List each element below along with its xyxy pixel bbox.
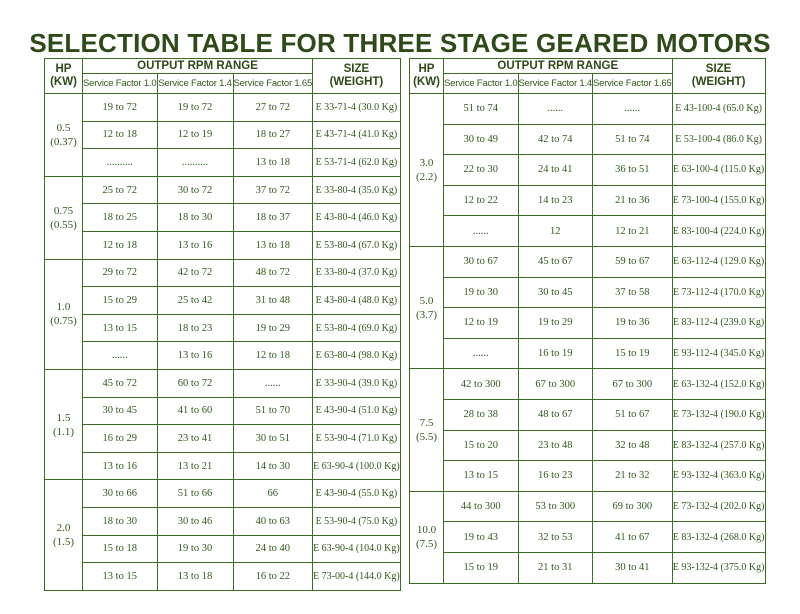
- size-weight-cell: E 43-80-4 (46.0 Kg): [313, 204, 401, 232]
- hp-label: HP: [55, 63, 72, 75]
- rpm-sf-1-65-cell: 31 to 48: [233, 287, 313, 315]
- rpm-sf-1-4-cell: ......: [518, 94, 593, 125]
- rpm-sf-1-4-cell: 13 to 16: [157, 231, 233, 259]
- rpm-sf-1-0-cell: 15 to 20: [444, 430, 519, 461]
- hp-value: 2.0: [56, 522, 71, 534]
- rpm-sf-1-4-cell: 12 to 19: [157, 121, 233, 149]
- kw-value: (2.2): [415, 170, 438, 183]
- size-weight-cell: E 53-71-4 (62.0 Kg): [313, 149, 401, 177]
- rpm-sf-1-0-cell: 42 to 300: [444, 369, 519, 400]
- rpm-sf-1-65-cell: 41 to 67: [593, 522, 673, 553]
- table-row: [45, 535, 401, 563]
- size-weight-cell: E 43-90-4 (51.0 Kg): [313, 397, 401, 425]
- output-rpm-range-header: OUTPUT RPM RANGE: [444, 59, 673, 74]
- rpm-sf-1-0-cell: 25 to 72: [83, 176, 158, 204]
- rpm-sf-1-0-cell: 15 to 29: [83, 287, 158, 315]
- rpm-sf-1-65-cell: 15 to 19: [593, 338, 673, 369]
- service-factor-1-4-header: Service Factor 1.4: [518, 74, 593, 94]
- rpm-sf-1-65-cell: ......: [233, 369, 313, 397]
- rpm-sf-1-65-cell: 37 to 58: [593, 277, 673, 308]
- rpm-sf-1-4-cell: 30 to 45: [518, 277, 593, 308]
- table-row: [410, 94, 766, 125]
- weight-label: (WEIGHT): [329, 76, 384, 88]
- kw-value: (0.37): [50, 135, 77, 148]
- table-row: [410, 277, 766, 308]
- rpm-sf-1-0-cell: ..........: [83, 149, 158, 177]
- rpm-sf-1-4-cell: 18 to 23: [157, 314, 233, 342]
- table-row: [410, 308, 766, 339]
- size-weight-cell: E 33-71-4 (30.0 Kg): [313, 94, 401, 122]
- hp-value: 7.5: [419, 417, 434, 430]
- kw-value: (3.7): [415, 308, 438, 321]
- hp-kw-cell: [45, 480, 83, 590]
- table-row: [45, 176, 401, 204]
- kw-label: (KW): [413, 76, 440, 88]
- size-weight-cell: E 53-80-4 (67.0 Kg): [313, 231, 401, 259]
- rpm-sf-1-65-cell: 48 to 72: [233, 259, 313, 287]
- table-row: [410, 246, 766, 277]
- rpm-sf-1-4-cell: 16 to 23: [518, 461, 593, 492]
- rpm-sf-1-65-cell: 21 to 36: [593, 185, 673, 216]
- hp-kw-header: [410, 59, 444, 94]
- rpm-sf-1-0-cell: 19 to 30: [444, 277, 519, 308]
- kw-label: (KW): [50, 76, 77, 88]
- kw-value: (0.75): [50, 315, 77, 328]
- rpm-sf-1-4-cell: 12: [518, 216, 593, 247]
- table-row: [410, 522, 766, 553]
- table-row: [45, 480, 401, 508]
- table-row: [410, 124, 766, 155]
- size-weight-cell: E 73-100-4 (155.0 Kg): [672, 185, 765, 216]
- rpm-sf-1-0-cell: 30 to 66: [83, 480, 158, 508]
- rpm-sf-1-4-cell: 53 to 300: [518, 491, 593, 522]
- size-weight-cell: E 43-90-4 (55.0 Kg): [313, 480, 401, 508]
- service-factor-1-65-header: Service Factor 1.65: [233, 74, 313, 94]
- hp-value: 1.5: [56, 411, 71, 424]
- left-selection-table: [44, 58, 401, 591]
- rpm-sf-1-4-cell: 14 to 23: [518, 185, 593, 216]
- rpm-sf-1-0-cell: 15 to 18: [83, 535, 158, 563]
- service-factor-1-0-header: Service Factor 1.0: [444, 74, 519, 94]
- size-weight-cell: E 63-132-4 (152.0 Kg): [672, 369, 765, 400]
- rpm-sf-1-4-cell: 30 to 72: [157, 176, 233, 204]
- rpm-sf-1-65-cell: 13 to 18: [233, 149, 313, 177]
- rpm-sf-1-0-cell: 16 to 29: [83, 425, 158, 453]
- rpm-sf-1-0-cell: 13 to 15: [83, 563, 158, 591]
- rpm-sf-1-0-cell: 30 to 49: [444, 124, 519, 155]
- rpm-sf-1-0-cell: 12 to 19: [444, 308, 519, 339]
- service-factor-1-65-header: Service Factor 1.65: [593, 74, 673, 94]
- rpm-sf-1-0-cell: 44 to 300: [444, 491, 519, 522]
- rpm-sf-1-4-cell: 13 to 21: [157, 452, 233, 480]
- rpm-sf-1-4-cell: 13 to 16: [157, 342, 233, 370]
- rpm-sf-1-65-cell: 18 to 37: [233, 204, 313, 232]
- table-row: [45, 397, 401, 425]
- hp-value: 0.75: [53, 204, 74, 217]
- table-row: [410, 155, 766, 186]
- size-weight-cell: E 73-132-4 (202.0 Kg): [672, 491, 765, 522]
- table-row: [45, 204, 401, 232]
- kw-value: (7.5): [415, 538, 438, 551]
- table-row: [45, 425, 401, 453]
- hp-value: 1.0: [56, 301, 71, 314]
- rpm-sf-1-0-cell: 45 to 72: [83, 369, 158, 397]
- size-weight-cell: E 73-00-4 (144.0 Kg): [313, 563, 401, 591]
- hp-label: HP: [418, 63, 435, 75]
- table-row: [410, 461, 766, 492]
- page-title: SELECTION TABLE FOR THREE STAGE GEARED MOTORS: [29, 28, 771, 58]
- table-row: [410, 185, 766, 216]
- rpm-sf-1-65-cell: 67 to 300: [593, 369, 673, 400]
- rpm-sf-1-0-cell: 51 to 74: [444, 94, 519, 125]
- rpm-sf-1-0-cell: 30 to 67: [444, 246, 519, 277]
- size-label: SIZE: [343, 63, 370, 75]
- rpm-sf-1-65-cell: 12 to 21: [593, 216, 673, 247]
- rpm-sf-1-0-cell: 19 to 72: [83, 94, 158, 122]
- size-weight-cell: E 83-112-4 (239.0 Kg): [672, 308, 765, 339]
- rpm-sf-1-4-cell: 19 to 29: [518, 308, 593, 339]
- size-weight-header: [313, 59, 401, 94]
- hp-kw-cell: [45, 369, 83, 479]
- rpm-sf-1-4-cell: 42 to 74: [518, 124, 593, 155]
- table-row: [45, 259, 401, 287]
- rpm-sf-1-4-cell: 24 to 41: [518, 155, 593, 186]
- hp-value: 10.0: [416, 524, 437, 537]
- hp-value: 5.0: [419, 294, 434, 307]
- table-row: [45, 149, 401, 177]
- kw-value: (1.1): [52, 425, 75, 438]
- hp-kw-cell: [410, 246, 444, 368]
- rpm-sf-1-65-cell: 30 to 41: [593, 552, 673, 583]
- rpm-sf-1-65-cell: 14 to 30: [233, 452, 313, 480]
- rpm-sf-1-4-cell: 25 to 42: [157, 287, 233, 315]
- rpm-sf-1-4-cell: 32 to 53: [518, 522, 593, 553]
- rpm-sf-1-65-cell: 12 to 18: [233, 342, 313, 370]
- rpm-sf-1-4-cell: 13 to 18: [157, 563, 233, 591]
- size-weight-cell: E 63-100-4 (115.0 Kg): [672, 155, 765, 186]
- size-weight-cell: E 33-90-4 (39.0 Kg): [313, 369, 401, 397]
- selection-table-left: [44, 58, 401, 591]
- rpm-sf-1-65-cell: 16 to 22: [233, 563, 313, 591]
- rpm-sf-1-65-cell: 36 to 51: [593, 155, 673, 186]
- rpm-sf-1-65-cell: 13 to 18: [233, 231, 313, 259]
- size-weight-cell: E 93-132-4 (375.0 Kg): [672, 552, 765, 583]
- rpm-sf-1-65-cell: 18 to 27: [233, 121, 313, 149]
- size-weight-cell: E 43-100-4 (65.0 Kg): [672, 94, 765, 125]
- rpm-sf-1-4-cell: 23 to 41: [157, 425, 233, 453]
- rpm-sf-1-4-cell: 16 to 19: [518, 338, 593, 369]
- table-row: [410, 399, 766, 430]
- table-row: [410, 216, 766, 247]
- rpm-sf-1-65-cell: 51 to 74: [593, 124, 673, 155]
- hp-kw-cell: [410, 369, 444, 491]
- size-weight-cell: E 83-132-4 (268.0 Kg): [672, 522, 765, 553]
- rpm-sf-1-65-cell: 30 to 51: [233, 425, 313, 453]
- right-table-body: [410, 94, 766, 584]
- rpm-sf-1-65-cell: 19 to 29: [233, 314, 313, 342]
- size-weight-cell: E 43-80-4 (48.0 Kg): [313, 287, 401, 315]
- rpm-sf-1-0-cell: 29 to 72: [83, 259, 158, 287]
- rpm-sf-1-65-cell: 40 to 63: [233, 507, 313, 535]
- size-weight-cell: E 53-90-4 (71.0 Kg): [313, 425, 401, 453]
- table-row: [410, 430, 766, 461]
- size-weight-cell: E 93-112-4 (345.0 Kg): [672, 338, 765, 369]
- rpm-sf-1-65-cell: 21 to 32: [593, 461, 673, 492]
- table-row: [45, 287, 401, 315]
- rpm-sf-1-0-cell: ......: [444, 216, 519, 247]
- service-factor-1-0-header: Service Factor 1.0: [83, 74, 158, 94]
- size-weight-cell: E 53-100-4 (86.0 Kg): [672, 124, 765, 155]
- size-weight-cell: E 43-71-4 (41.0 Kg): [313, 121, 401, 149]
- rpm-sf-1-0-cell: 13 to 16: [83, 452, 158, 480]
- rpm-sf-1-4-cell: 23 to 48: [518, 430, 593, 461]
- rpm-sf-1-0-cell: ......: [444, 338, 519, 369]
- rpm-sf-1-65-cell: 37 to 72: [233, 176, 313, 204]
- kw-value: (5.5): [415, 431, 438, 444]
- table-row: [410, 338, 766, 369]
- rpm-sf-1-0-cell: 12 to 18: [83, 121, 158, 149]
- kw-value: (0.55): [50, 218, 77, 231]
- size-weight-cell: E 73-132-4 (190.0 Kg): [672, 399, 765, 430]
- rpm-sf-1-4-cell: 18 to 30: [157, 204, 233, 232]
- rpm-sf-1-4-cell: 41 to 60: [157, 397, 233, 425]
- size-weight-header: [672, 59, 765, 94]
- rpm-sf-1-65-cell: 19 to 36: [593, 308, 673, 339]
- rpm-sf-1-65-cell: 66: [233, 480, 313, 508]
- hp-kw-cell: [410, 491, 444, 583]
- table-row: [410, 552, 766, 583]
- hp-kw-cell: [45, 259, 83, 369]
- table-row: [45, 507, 401, 535]
- size-weight-cell: E 63-80-4 (98.0 Kg): [313, 342, 401, 370]
- rpm-sf-1-0-cell: 12 to 18: [83, 231, 158, 259]
- rpm-sf-1-4-cell: 60 to 72: [157, 369, 233, 397]
- rpm-sf-1-65-cell: 51 to 67: [593, 399, 673, 430]
- table-row: [45, 369, 401, 397]
- output-rpm-range-header: OUTPUT RPM RANGE: [83, 59, 313, 74]
- size-label: SIZE: [705, 63, 732, 75]
- rpm-sf-1-0-cell: 12 to 22: [444, 185, 519, 216]
- rpm-sf-1-4-cell: 19 to 30: [157, 535, 233, 563]
- size-weight-cell: E 63-90-4 (104.0 Kg): [313, 535, 401, 563]
- rpm-sf-1-65-cell: 69 to 300: [593, 491, 673, 522]
- table-row: [45, 121, 401, 149]
- rpm-sf-1-65-cell: ......: [593, 94, 673, 125]
- size-weight-cell: E 53-80-4 (69.0 Kg): [313, 314, 401, 342]
- rpm-sf-1-65-cell: 27 to 72: [233, 94, 313, 122]
- right-selection-table: [409, 58, 766, 584]
- table-row: [45, 342, 401, 370]
- rpm-sf-1-4-cell: ..........: [157, 149, 233, 177]
- size-weight-cell: E 63-112-4 (129.0 Kg): [672, 246, 765, 277]
- rpm-sf-1-4-cell: 30 to 46: [157, 507, 233, 535]
- hp-value: 0.5: [56, 121, 71, 134]
- rpm-sf-1-65-cell: 24 to 40: [233, 535, 313, 563]
- rpm-sf-1-0-cell: 30 to 45: [83, 397, 158, 425]
- rpm-sf-1-4-cell: 42 to 72: [157, 259, 233, 287]
- rpm-sf-1-0-cell: 13 to 15: [83, 314, 158, 342]
- rpm-sf-1-65-cell: 32 to 48: [593, 430, 673, 461]
- size-weight-cell: E 83-132-4 (257.0 Kg): [672, 430, 765, 461]
- rpm-sf-1-4-cell: 67 to 300: [518, 369, 593, 400]
- rpm-sf-1-65-cell: 59 to 67: [593, 246, 673, 277]
- table-row: [410, 369, 766, 400]
- size-weight-cell: E 33-80-4 (37.0 Kg): [313, 259, 401, 287]
- table-row: [45, 94, 401, 122]
- rpm-sf-1-0-cell: 19 to 43: [444, 522, 519, 553]
- rpm-sf-1-0-cell: 18 to 30: [83, 507, 158, 535]
- rpm-sf-1-0-cell: 18 to 25: [83, 204, 158, 232]
- size-weight-cell: E 83-100-4 (224.0 Kg): [672, 216, 765, 247]
- weight-label: (WEIGHT): [691, 76, 746, 88]
- hp-value: 3.0: [419, 156, 434, 169]
- rpm-sf-1-65-cell: 51 to 70: [233, 397, 313, 425]
- size-weight-cell: E 53-90-4 (75.0 Kg): [313, 507, 401, 535]
- size-weight-cell: E 63-90-4 (100.0 Kg): [313, 452, 401, 480]
- size-weight-cell: E 73-112-4 (170.0 Kg): [672, 277, 765, 308]
- hp-kw-cell: [410, 94, 444, 247]
- rpm-sf-1-0-cell: 13 to 15: [444, 461, 519, 492]
- rpm-sf-1-4-cell: 21 to 31: [518, 552, 593, 583]
- hp-kw-cell: [45, 176, 83, 259]
- hp-kw-header: [45, 59, 83, 94]
- table-row: [45, 231, 401, 259]
- size-weight-cell: E 93-132-4 (363.0 Kg): [672, 461, 765, 492]
- rpm-sf-1-4-cell: 48 to 67: [518, 399, 593, 430]
- rpm-sf-1-4-cell: 51 to 66: [157, 480, 233, 508]
- rpm-sf-1-0-cell: 28 to 38: [444, 399, 519, 430]
- rpm-sf-1-4-cell: 19 to 72: [157, 94, 233, 122]
- size-weight-cell: E 33-80-4 (35.0 Kg): [313, 176, 401, 204]
- selection-table-right: [409, 58, 766, 584]
- left-table-body: [45, 94, 401, 591]
- rpm-sf-1-0-cell: 22 to 30: [444, 155, 519, 186]
- table-row: [45, 314, 401, 342]
- table-row: [45, 452, 401, 480]
- kw-value: (1.5): [52, 536, 75, 548]
- hp-kw-cell: [45, 94, 83, 177]
- rpm-sf-1-0-cell: 15 to 19: [444, 552, 519, 583]
- table-row: [45, 563, 401, 591]
- rpm-sf-1-4-cell: 45 to 67: [518, 246, 593, 277]
- table-row: [410, 491, 766, 522]
- rpm-sf-1-0-cell: ......: [83, 342, 158, 370]
- service-factor-1-4-header: Service Factor 1.4: [157, 74, 233, 94]
